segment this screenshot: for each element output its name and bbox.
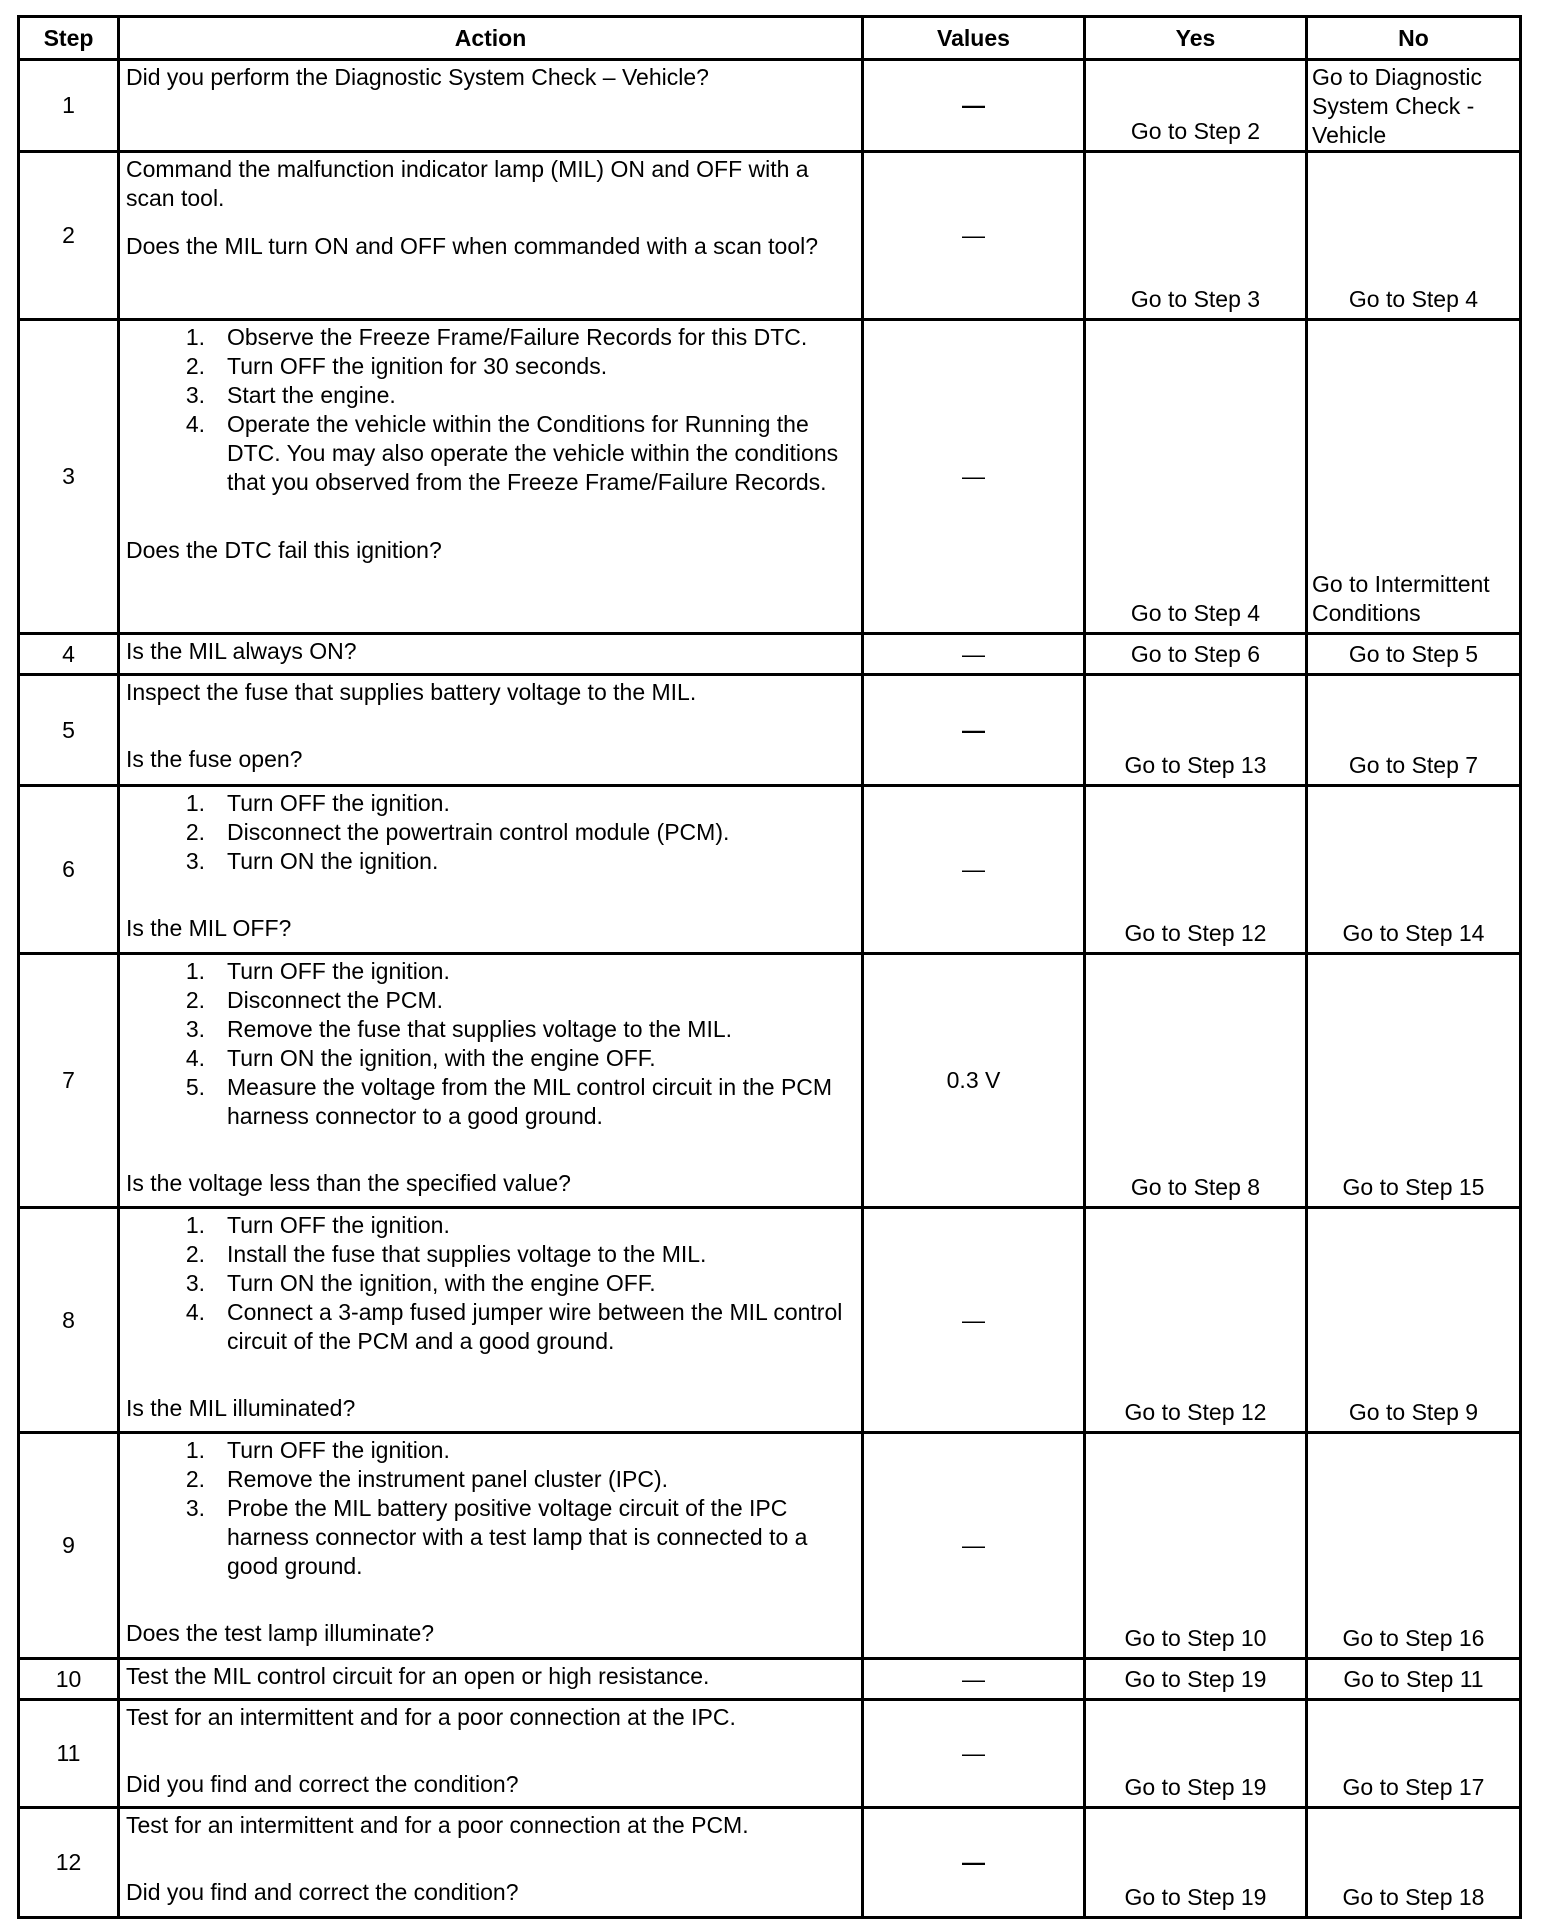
no-cell: Go to Step 11 [1307, 1659, 1521, 1700]
no-cell: Go to Diagnostic System Check - Vehicle [1307, 60, 1521, 152]
value-cell: — [863, 152, 1085, 320]
action-cell [119, 786, 863, 954]
step-number: 3 [19, 320, 119, 634]
step-number: 2 [19, 152, 119, 320]
value-cell: — [863, 320, 1085, 634]
no-cell: Go to Step 17 [1307, 1700, 1521, 1808]
action-question: Is the MIL always ON? [126, 638, 357, 664]
value-cell: — [863, 786, 1085, 954]
yes-cell: Go to Step 12 [1085, 1208, 1307, 1433]
action-intro: Test for an intermittent and for a poor connection at the IPC. [126, 1704, 736, 1730]
value-cell: — [863, 1700, 1085, 1808]
action-cell [119, 1659, 863, 1700]
action-cell [119, 675, 863, 786]
action-question: Does the test lamp illuminate? [126, 1620, 435, 1646]
action-question: Is the MIL illuminated? [126, 1395, 356, 1421]
procedure-list [126, 789, 855, 876]
table-row [19, 1208, 1521, 1433]
header-row [19, 17, 1521, 60]
step-number: 5 [19, 675, 119, 786]
step-number: 1 [19, 60, 119, 152]
step-number: 8 [19, 1208, 119, 1433]
list-item: 3. Turn ON the ignition, with the engine OFF. [185, 1270, 656, 1296]
step-number: 7 [19, 954, 119, 1208]
step-number: 10 [19, 1659, 119, 1700]
yes-cell: Go to Step 2 [1085, 60, 1307, 152]
list-item: 4. Connect a 3-amp fused jumper wire between the MIL control circuit of the PCM and a good ground. [185, 1299, 843, 1354]
no-cell: Go to Step 15 [1307, 954, 1521, 1208]
action-cell [119, 954, 863, 1208]
table-row [19, 675, 1521, 786]
table-row [19, 1808, 1521, 1918]
action-intro: Inspect the fuse that supplies battery voltage to the MIL. [126, 679, 697, 705]
action-cell [119, 1700, 863, 1808]
no-cell: Go to Step 18 [1307, 1808, 1521, 1918]
action-question: Did you find and correct the condition? [126, 1771, 519, 1797]
no-cell: Go to Step 4 [1307, 152, 1521, 320]
table-row [19, 1700, 1521, 1808]
action-intro: Test for an intermittent and for a poor connection at the PCM. [126, 1812, 749, 1838]
list-item: 2. Remove the instrument panel cluster (IPC). [185, 1466, 669, 1492]
action-cell [119, 152, 863, 320]
no-cell: Go to Step 9 [1307, 1208, 1521, 1433]
action-question: Is the fuse open? [126, 746, 303, 772]
step-number: 6 [19, 786, 119, 954]
no-cell: Go to Intermittent Conditions [1307, 320, 1521, 634]
step-number: 4 [19, 634, 119, 675]
list-item: 2. Disconnect the powertrain control module (PCM). [185, 819, 730, 845]
yes-cell: Go to Step 19 [1085, 1659, 1307, 1700]
header-values: Values [863, 17, 1085, 60]
value-cell: — [863, 675, 1085, 786]
action-cell [119, 1208, 863, 1433]
value-cell: — [863, 1659, 1085, 1700]
value-cell: — [863, 60, 1085, 152]
action-cell [119, 1433, 863, 1659]
table-row [19, 1659, 1521, 1700]
list-item: 4. Turn ON the ignition, with the engine OFF. [185, 1045, 656, 1071]
action-cell [119, 634, 863, 675]
action-question: Did you find and correct the condition? [126, 1879, 519, 1905]
table-row [19, 1433, 1521, 1659]
yes-cell: Go to Step 19 [1085, 1808, 1307, 1918]
no-cell: Go to Step 7 [1307, 675, 1521, 786]
yes-cell: Go to Step 13 [1085, 675, 1307, 786]
action-cell [119, 320, 863, 634]
value-cell: — [863, 1208, 1085, 1433]
list-item: 2. Turn OFF the ignition for 30 seconds. [185, 353, 608, 379]
action-question: Is the voltage less than the specified value? [126, 1170, 571, 1196]
table-row [19, 320, 1521, 634]
list-item: 1. Turn OFF the ignition. [185, 958, 450, 984]
procedure-list [126, 1211, 855, 1356]
action-question: Did you perform the Diagnostic System Check – Vehicle? [126, 64, 709, 90]
procedure-list [126, 1436, 855, 1581]
yes-cell: Go to Step 4 [1085, 320, 1307, 634]
list-item: 1. Observe the Freeze Frame/Failure Records for this DTC. [185, 324, 808, 350]
list-item: 3. Start the engine. [185, 382, 396, 408]
yes-cell: Go to Step 6 [1085, 634, 1307, 675]
yes-cell: Go to Step 19 [1085, 1700, 1307, 1808]
action-question: Does the DTC fail this ignition? [126, 537, 442, 563]
no-cell: Go to Step 16 [1307, 1433, 1521, 1659]
yes-cell: Go to Step 3 [1085, 152, 1307, 320]
header-no: No [1307, 17, 1521, 60]
list-item: 2. Disconnect the PCM. [185, 987, 444, 1013]
diagnostic-table [17, 15, 1522, 1919]
header-yes: Yes [1085, 17, 1307, 60]
yes-cell: Go to Step 8 [1085, 954, 1307, 1208]
list-item: 4. Operate the vehicle within the Conditions for Running the DTC. You may also operate the vehicle within the conditions that you observed from the Freeze Frame/Failure Records. [185, 411, 839, 495]
action-intro: Command the malfunction indicator lamp (MIL) ON and OFF with a scan tool. [126, 156, 809, 211]
table-row [19, 634, 1521, 675]
action-question: Is the MIL OFF? [126, 915, 292, 941]
no-cell: Go to Step 14 [1307, 786, 1521, 954]
list-item: 2. Install the fuse that supplies voltage to the MIL. [185, 1241, 707, 1267]
value-cell: — [863, 634, 1085, 675]
procedure-list [126, 323, 855, 497]
action-cell [119, 60, 863, 152]
procedure-list [126, 957, 855, 1131]
table-row [19, 152, 1521, 320]
header-action: Action [119, 17, 863, 60]
yes-cell: Go to Step 10 [1085, 1433, 1307, 1659]
value-cell: — [863, 1433, 1085, 1659]
list-item: 1. Turn OFF the ignition. [185, 790, 450, 816]
list-item: 5. Measure the voltage from the MIL control circuit in the PCM harness connector to a good ground. [185, 1074, 833, 1129]
list-item: 1. Turn OFF the ignition. [185, 1437, 450, 1463]
list-item: 3. Turn ON the ignition. [185, 848, 439, 874]
header-step: Step [19, 17, 119, 60]
table-row [19, 60, 1521, 152]
action-question: Does the MIL turn ON and OFF when commanded with a scan tool? [126, 233, 819, 259]
action-question: Test the MIL control circuit for an open or high resistance. [126, 1663, 710, 1689]
list-item: 1. Turn OFF the ignition. [185, 1212, 450, 1238]
list-item: 3. Probe the MIL battery positive voltage circuit of the IPC harness connector with a test lamp that is connected to a good ground. [185, 1495, 808, 1579]
no-cell: Go to Step 5 [1307, 634, 1521, 675]
list-item: 3. Remove the fuse that supplies voltage to the MIL. [185, 1016, 733, 1042]
yes-cell: Go to Step 12 [1085, 786, 1307, 954]
value-cell: 0.3 V [863, 954, 1085, 1208]
table-row [19, 954, 1521, 1208]
step-number: 12 [19, 1808, 119, 1918]
table-row [19, 786, 1521, 954]
step-number: 11 [19, 1700, 119, 1808]
step-number: 9 [19, 1433, 119, 1659]
value-cell: — [863, 1808, 1085, 1918]
action-cell [119, 1808, 863, 1918]
